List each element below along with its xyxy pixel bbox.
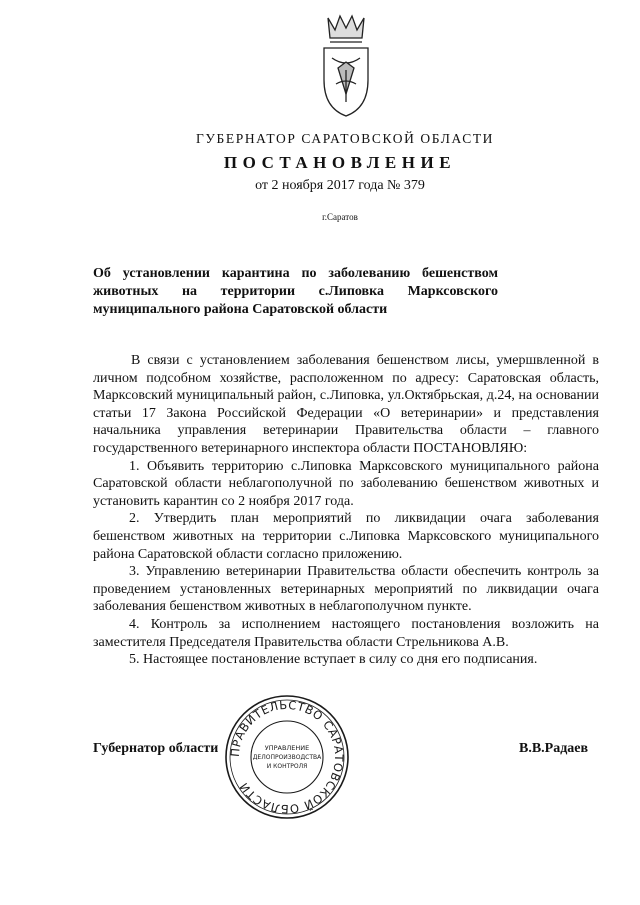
- decree-item: 2. Утвердить план мероприятий по ликвидации очага заболевания бешенством животных на территории с.Липовка Марксовского муниципального района Саратовской области согласно приложению.: [93, 511, 599, 562]
- issuer-heading: ГУБЕРНАТОР САРАТОВСКОЙ ОБЛАСТИ: [195, 131, 495, 146]
- title-line: муниципального района Саратовской области: [93, 302, 388, 317]
- decree-item: 4. Контроль за исполнением настоящего постановления возложить на заместителя Председателя Правительства области Стрельникова А.В.: [93, 616, 599, 650]
- decree-item: 3. Управлению ветеринарии Правительства области обеспечить контроль за проведением установленных ветеринарных мероприятий по ликвидации очага заболевания бешенством животных в неблагополучном пункте.: [93, 564, 599, 615]
- official-stamp: [222, 692, 352, 822]
- decree-item: 5. Настоящее постановление вступает в силу со дня его подписания.: [129, 652, 538, 668]
- document-body: [93, 352, 599, 669]
- stamp-center-line: ДЕЛОПРОИЗВОДСТВА: [252, 754, 322, 761]
- document-title: [93, 265, 498, 319]
- stamp-center-line: И КОНТРОЛЯ: [266, 763, 308, 770]
- document-type: ПОСТАНОВЛЕНИЕ: [223, 153, 457, 172]
- title-line: Об установлении карантина по заболеванию бешенством: [93, 266, 498, 281]
- signatory-position: Губернатор области: [93, 741, 219, 756]
- decree-item: 1. Объявить территорию с.Липовка Марксовского муниципального района Саратовской области неблагополучной по заболеванию бешенством животных и установить карантин со 2 ноября 2017 года.: [93, 458, 599, 509]
- signatory-name: В.В.Радаев: [519, 741, 589, 756]
- stamp-center-line: УПРАВЛЕНИЕ: [264, 744, 310, 752]
- preamble-paragraph: В связи с установлением заболевания бешенством лисы, умершвленной в личном подсобном хозяйстве, расположенном по адресу: Саратовская область, Марксовский муниципальный район, с.Липовка, ул.Октябрьская, д.24, на основании статьи 17 Закона Российской Федерации «О ветеринарии» и представления начальника управления ветеринарии Правительства области – главного государственного ветеринарного инспектора области ПОСТАНОВЛЯЮ:: [93, 353, 599, 456]
- document-city: г.Саратов: [322, 212, 358, 222]
- document-date-number: от 2 ноября 2017 года № 379: [255, 178, 425, 193]
- title-line: животных на территории с.Липовка Марксовского: [93, 284, 498, 299]
- stamp-ring-text: ПРАВИТЕЛЬСТВО САРАТОВСКОЙ ОБЛАСТИ: [227, 697, 347, 817]
- coat-of-arms-icon: [318, 12, 374, 120]
